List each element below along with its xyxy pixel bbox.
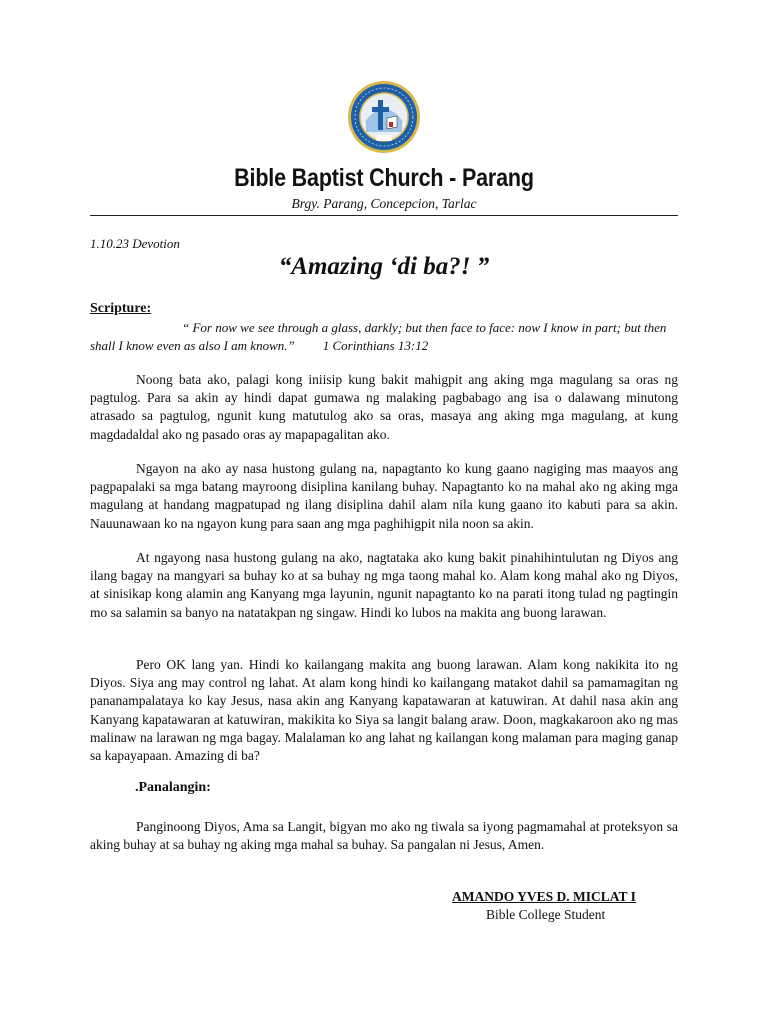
- paragraph-2: Ngayon na ako ay nasa hustong gulang na, napagtanto ko kung gaano nagiging mas maayos ang pagpapalaki sa mga batang mayroong disiplina kanilang buhay. Napagtanto ko na mahal ako ng aking mga magulang at handang magpatupad ng ilang disiplina dahil alam nila kung gaano ito kabuti para sa akin. Nauunawaan ko na ngayon kung para saan ang mga paghihigpit nila noon sa akin.: [90, 461, 678, 531]
- paragraph-1: Noong bata ako, palagi kong iniisip kung bakit mahigpit ang aking mga magulang sa oras ng pagtulog. Para sa akin ay hindi dapat gumawa ng malaking pagbabago ang isa o dalawang minutong atrasado sa pagtulog, ngunit kung matutulog ako sa oras, masaya ang aking mga magulang, at kung magdadaldal ako ng pasado oras ay mapapagalitan ako.: [90, 372, 678, 442]
- header-divider: [90, 215, 678, 216]
- paragraph-4: Pero OK lang yan. Hindi ko kailangang makita ang buong larawan. Alam kong nakikita ito ng Diyos. Siya ang may control ng lahat. At alam kong hindi ko kailangang matakot dahil sa pamamagitan ng pananampalataya ko kay Jesus, nasa akin ang Kanyang kapatawaran at katuwiran. At dahil nasa akin ang Kanyang kapatawaran at katuwiran, makikita ko Siya sa langit balang araw. Doon, magkakaroon ako ng mas malinaw na larawan ng mga bagay. Malalaman ko ang lahat ng kailangan kong malaman para maging ganap sa kapayapaan. Amazing di ba?: [90, 657, 678, 764]
- prayer-text: Panginoong Diyos, Ama sa Langit, bigyan mo ako ng tiwala sa iyong pagmamahal at proteksyon sa aking buhay at sa buhay ng aking mga mahal sa buhay. Sa pangalan ni Jesus, Amen.: [90, 819, 678, 853]
- author-role: Bible College Student: [486, 907, 606, 922]
- verse-text: “ For now we see through a glass, darkly; but then face to face: now I know in part; but then shall I know even as also I am known.”: [90, 320, 667, 353]
- scripture-verse: [90, 319, 680, 355]
- church-seal-icon: [347, 80, 421, 154]
- paragraph-3: At ngayong nasa hustong gulang na ako, nagtataka ako kung bakit pinahihintulutan ng Diyos ang ilang bagay na mangyari sa buhay ko at sa buhay ng mga taong mahal ko. Alam kong mahal ako ng Diyos, at sinisikap kong alamin ang Kanyang mga layunin, ngunit napagtanto ko na parati itong tulad ng pagtingin mo sa salamin sa banyo na natatakpan ng singaw. Hindi ko lubos na makita ang buong larawan.: [90, 550, 678, 620]
- church-address: Brgy. Parang, Concepcion, Tarlac: [291, 196, 477, 211]
- devotion-title: “Amazing ‘di ba?! ”: [278, 253, 490, 280]
- verse-reference: 1 Corinthians 13:12: [322, 338, 429, 353]
- author-name: AMANDO YVES D. MICLAT I: [452, 889, 636, 904]
- church-seal-logo: [347, 80, 421, 154]
- scripture-label: Scripture:: [90, 301, 152, 316]
- prayer-label: .Panalangin:: [135, 780, 211, 795]
- devotion-date: 1.10.23 Devotion: [90, 236, 180, 251]
- church-name: Bible Baptist Church - Parang: [234, 164, 534, 192]
